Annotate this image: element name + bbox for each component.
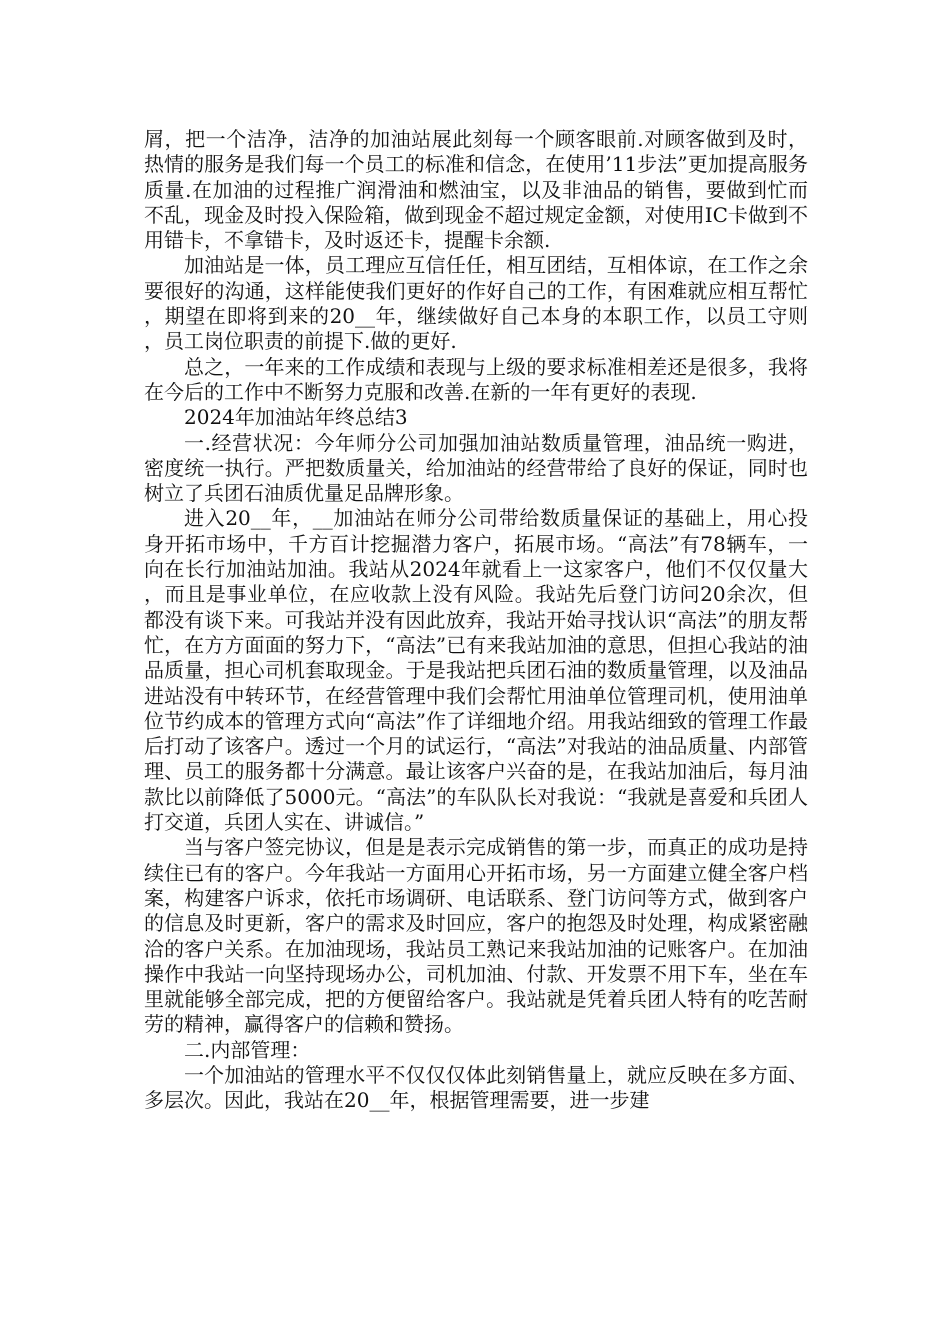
paragraph-operations: 一.经营状况：今年师分公司加强加油站数质量管理，油品统一购进，密度统一执行。严把数质量关，给加油站的经营带给了良好的保证，同时也树立了兵团石油质优量足品牌形象。 — [144, 430, 808, 506]
paragraph-customer-retention: 当与客户签完协议，但是是表示完成销售的第一步，而真正的成功是持续住已有的客户。今年我站一方面用心开拓市场，另一方面建立健全客户档案，构建客户诉求，依托市场调研、电话联系、登门访问等方式，做到客户的信息及时更新，客户的需求及时回应，客户的抱怨及时处理，构成紧密融洽的客户关系。在加油现场，我站员工熟记来我站加油的记账客户。在加油操作中我站一向坚持现场办公，司机加油、付款、开发票不用下车，坐在车里就能够全部完成，把的方便留给客户。我站就是凭着兵团人特有的吃苦耐劳的精神，赢得客户的信赖和赞扬。 — [144, 835, 808, 1037]
paragraph-market-expansion: 进入20__年，__加油站在师分公司带给数质量保证的基础上，用心投身开拓市场中，千方百计挖掘潜力客户，拓展市场。“高法”有78辆车，一向在长行加油站加油。我站从2024年就看上一这家客户，他们不仅仅量大，而且是事业单位，在应收款上没有风险。我站先后登门访问20余次，但都没有谈下来。可我站并没有因此放弃，我站开始寻找认识“高法”的朋友帮忙，在方方面面的努力下，“高法”已有来我站加油的意思，但担心我站的油品质量，担心司机套取现金。于是我站把兵团石油的数质量管理，以及油品进站没有中转环节，在经营管理中我们会帮忙用油单位管理司机，使用油单位节约成本的管理方式向“高法”作了详细地介绍。用我站细致的管理工作最后打动了该客户。透过一个月的试运行，“高法”对我站的油品质量、内部管理、员工的服务都十分满意。最让该客户兴奋的是，在我站加油后，每月油款比以前降低了5000元。“高法”的车队队长对我说：“我就是喜爱和兵团人打交道，兵团人实在、讲诚信。” — [144, 506, 808, 835]
paragraph-conclusion: 总之，一年来的工作成绩和表现与上级的要求标准相差还是很多，我将在今后的工作中不断努力克服和改善.在新的一年有更好的表现. — [144, 354, 808, 404]
paragraph-service-continued: 屑，把一个洁净，洁净的加油站展此刻每一个顾客眼前.对顾客做到及时，热情的服务是我们每一个员工的标准和信念，在使用’11步法”更加提高服务质量.在加油的过程推广润滑油和燃油宝，以及非油品的销售，要做到忙而不乱，现金及时投入保险箱，做到现金不超过规定金额，对使用IC卡做到不用错卡，不拿错卡，及时返还卡，提醒卡余额. — [144, 127, 808, 253]
paragraph-internal-management: 一个加油站的管理水平不仅仅仅体此刻销售量上，就应反映在多方面、多层次。因此，我站在20__年，根据管理需要，进一步建 — [144, 1062, 808, 1113]
section-title: 2024年加油站年终总结3 — [184, 405, 408, 430]
document-body — [144, 127, 808, 1114]
subsection-title-internal-management: 二.内部管理： — [184, 1037, 311, 1062]
paragraph-teamwork: 加油站是一体，员工理应互信任任，相互团结，互相体谅，在工作之余要很好的沟通，这样能使我们更好的作好自己的工作，有困难就应相互帮忙，期望在即将到来的20__年，继续做好自己本身的本职工作，以员工守则，员工岗位职责的前提下.做的更好. — [144, 253, 808, 354]
